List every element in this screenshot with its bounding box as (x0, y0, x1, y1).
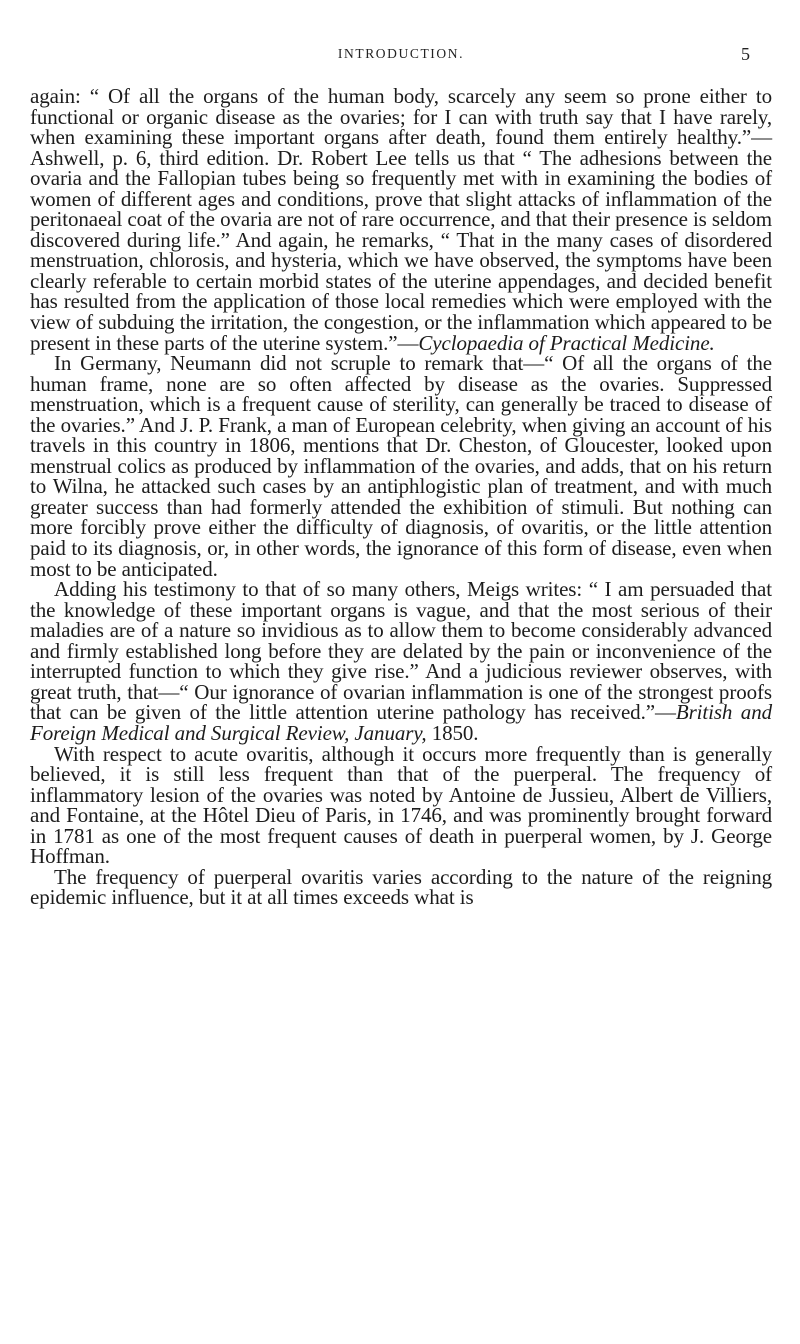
paragraph-2 (30, 353, 772, 579)
paragraph-4 (30, 741, 772, 869)
running-title: INTRODUCTION. (337, 46, 465, 61)
paragraph-1 (30, 86, 772, 353)
text-run: Adding his testimony to that of so many others, Meigs writes: “ I am persuaded that the knowledge of these important organs is vague, and that the most serious of their maladies are of a nature so invidious as to allow them to become considerably advanced and firmly established long before they are delated by the pain or inconvenience of the interrupted function to which they give rise.” And a judicious reviewer observes, with great truth, that—“ Our ignorance of ovarian inflammation is one of the strongest proofs that can be given of the little attention uterine pathology has received.”— (30, 577, 772, 725)
paragraph-5 (30, 864, 772, 910)
text-run: The frequency of puerperal ovaritis varies according to the nature of the reigning epidemic influence, but it at all times exceeds what is (30, 864, 772, 910)
page-number: 5 (741, 44, 750, 64)
running-head (30, 46, 772, 80)
text-run: again: “ Of all the organs of the human body, scarcely any seem so prone either to functional or organic disease as the ovaries; for I can with truth say that I have rarely, when examining these important organs after death, found them entirely healthy.”—Ashwell, p. 6, third edition. Dr. Robert Lee tells us that “ The adhesions between the ovaria and the Fallopian tubes being so frequently met with in examining the bodies of women of different ages and conditions, prove that slight attacks of inflammation of the peritonaeal coat of the ovaria are not of rare occurrence, and that their presence is seldom discovered during life.” And again, he remarks, “ That in the many cases of disordered menstruation, chlorosis, and hysteria, which we have observed, the symptoms have been clearly referable to certain morbid states of the uterine appendages, and decided benefit has resulted from the application of those local remedies which were employed with the view of subduing the irritation, the congestion, or the inflammation which appeared to be present in these parts of the uterine system.”— (30, 84, 772, 355)
text-run: 1850. (426, 720, 479, 745)
citation-italic: Cyclopaedia of Practical Medicine. (418, 330, 715, 355)
text-run: In Germany, Neumann did not scruple to remark that—“ Of all the organs of the human frame, none are so often affected by disease as the ovaries. Suppressed menstruation, which is a frequent cause of sterility, can generally be traced to disease of the ovaries.” And J. P. Frank, a man of European celebrity, when giving an account of his travels in this country in 1806, mentions that Dr. Cheston, of Gloucester, looked upon menstrual colics as produced by inflammation of the ovaries, and adds, that on his return to Wilna, he attacked such cases by an antiphlogistic plan of treatment, and with much greater success than had formerly attended the exhibition of stimuli. But nothing can more forcibly prove either the difficulty of diagnosis, of ovaritis, or the little attention paid to its diagnosis, or, in other words, the ignorance of this form of disease, even when most to be anticipated. (30, 351, 772, 581)
body-text (30, 86, 772, 908)
text-run: With respect to acute ovaritis, although it occurs more frequently than is generally believed, it is still less frequent than that of the puerperal. The frequency of inflammatory lesion of the ovaries was noted by Antoine de Jussieu, Albert de Villiers, and Fontaine, at the Hôtel Dieu of Paris, in 1746, and was prominently brought forward in 1781 as one of the most frequent causes of death in puerperal women, by J. George Hoffman. (30, 741, 772, 869)
paragraph-3 (30, 579, 772, 743)
citation-italic: British and Foreign Medical and Surgical Review, January, (30, 700, 772, 745)
